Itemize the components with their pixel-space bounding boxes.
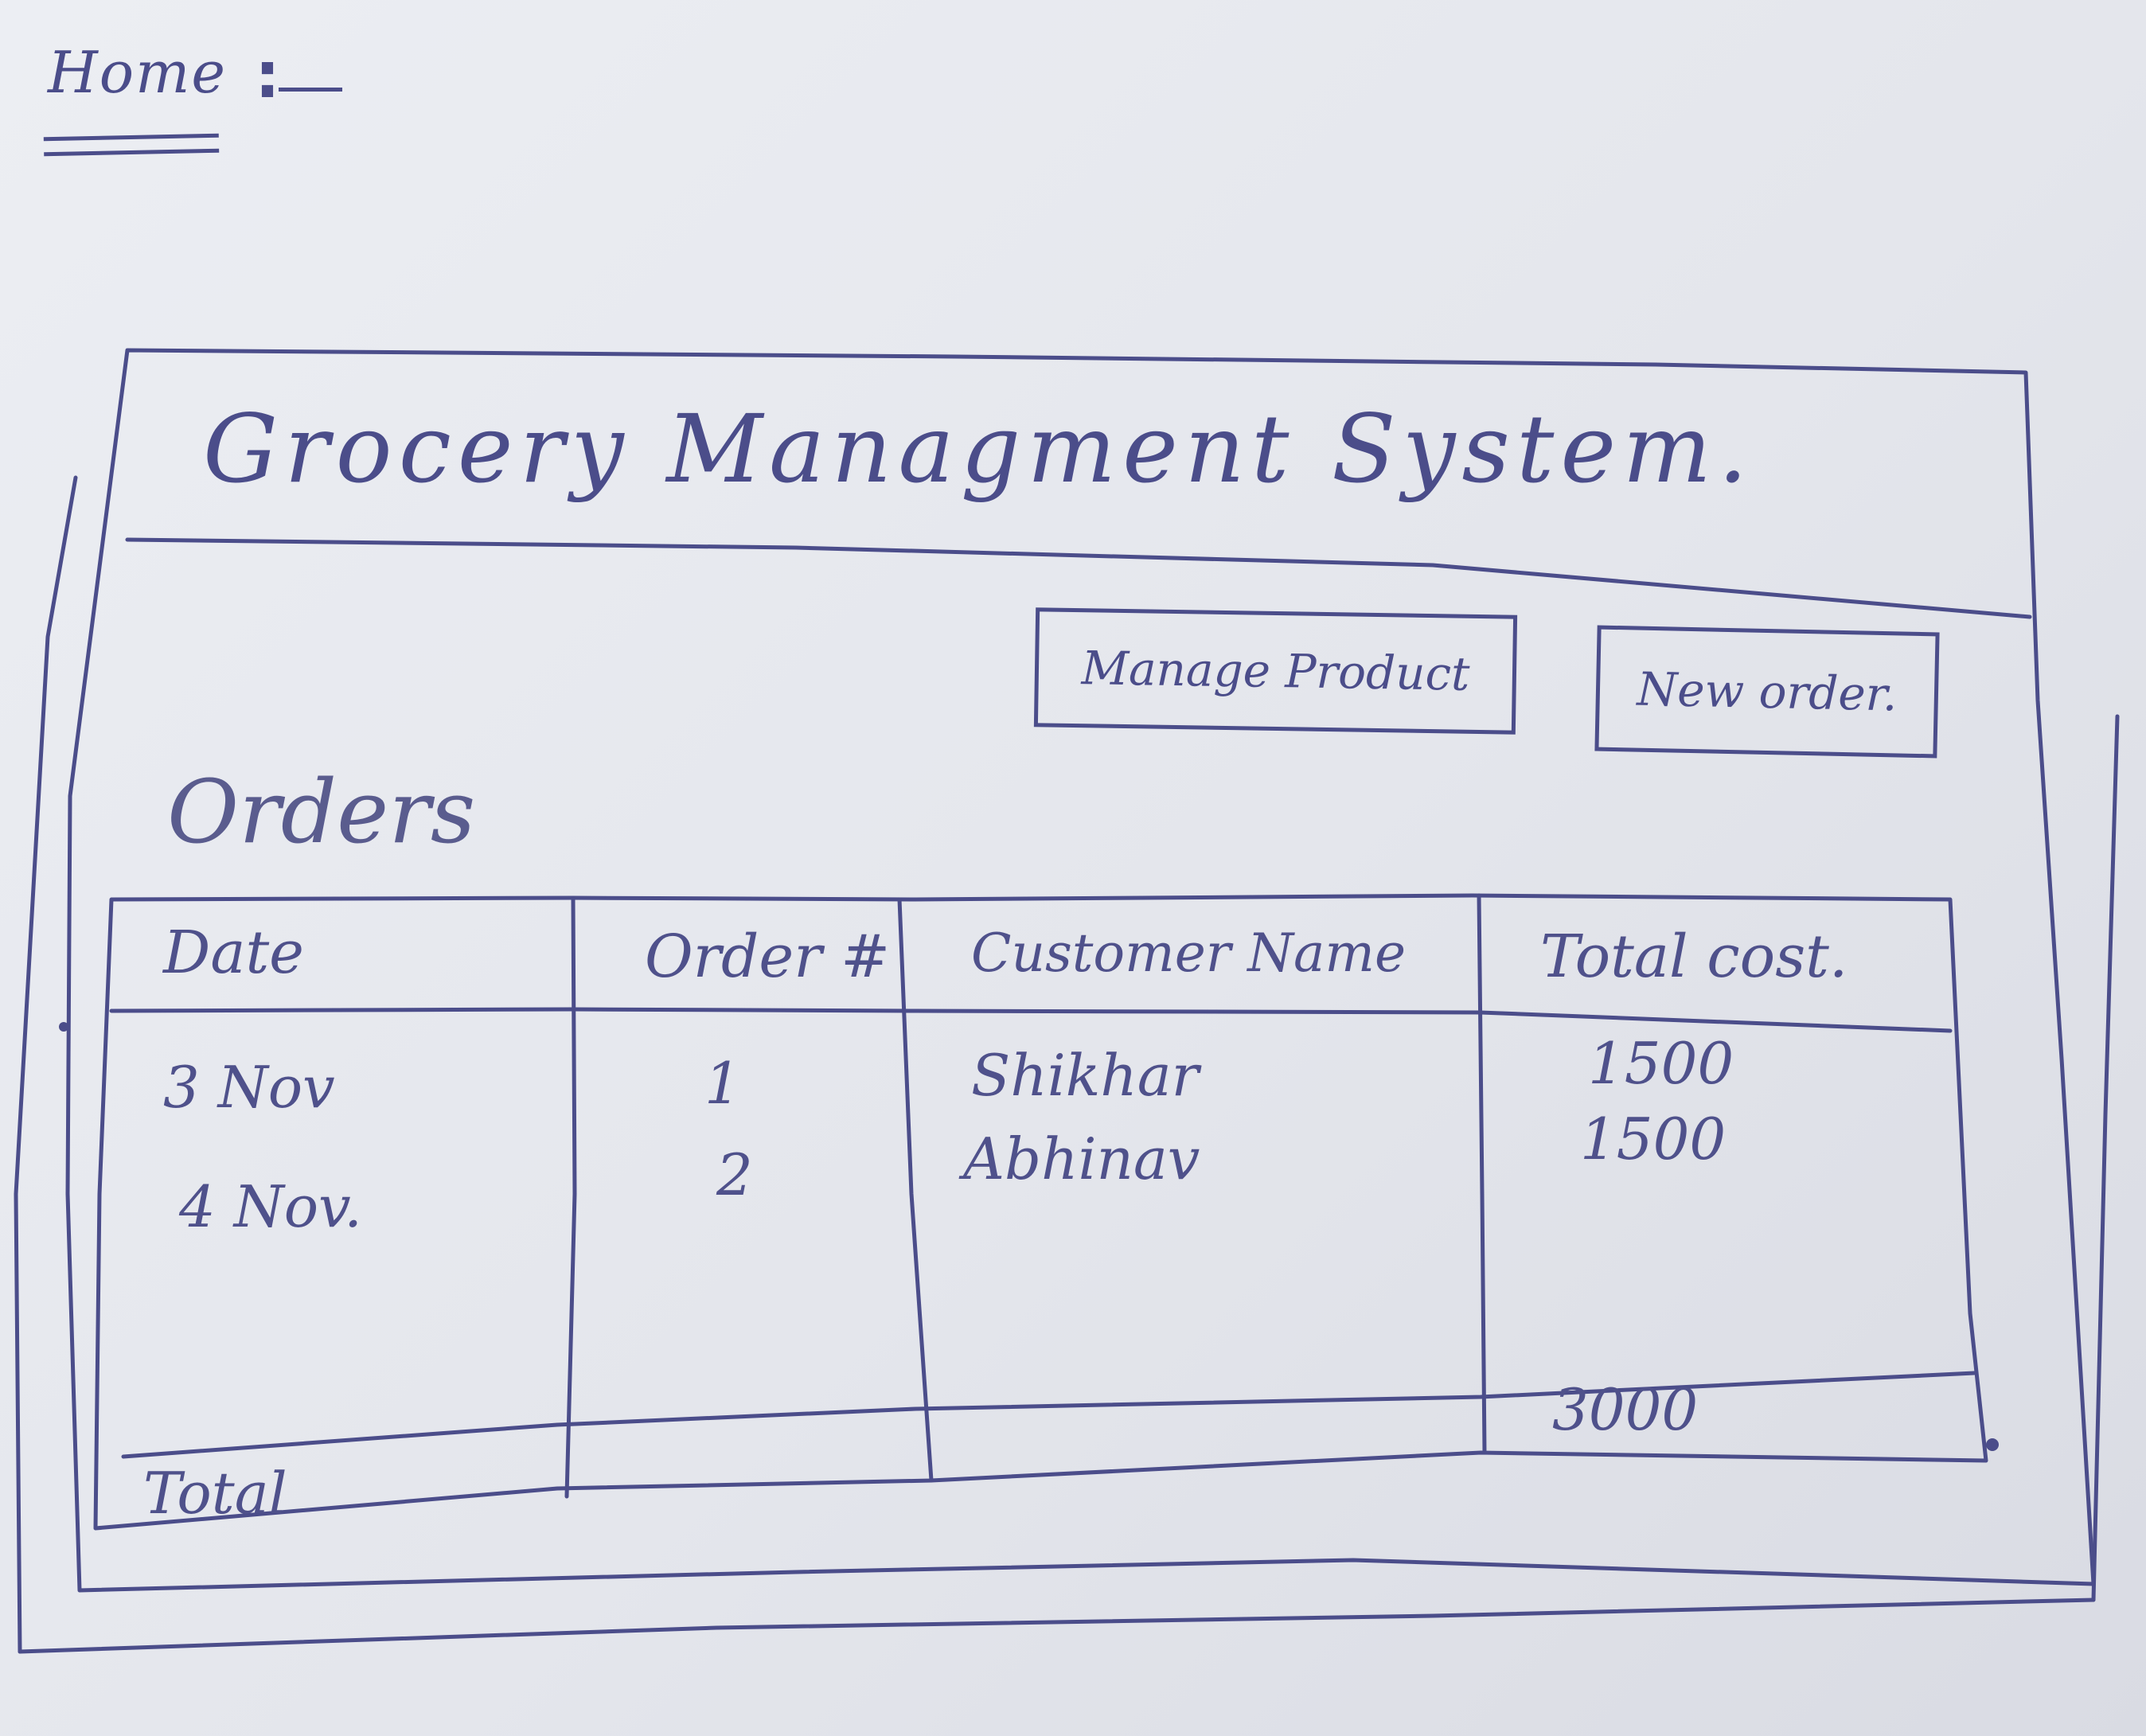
orders-table-header-divider: [111, 1009, 1950, 1031]
table-cell-date: 3 Nov: [163, 1054, 335, 1121]
table-cell-order-number: 2: [716, 1141, 753, 1208]
table-cell-date: 4 Nov.: [179, 1173, 363, 1240]
column-header-total-cost: Total cost.: [1540, 923, 1848, 991]
new-order-button[interactable]: New order.: [1594, 626, 1939, 759]
orders-heading: Orders: [167, 761, 476, 863]
totals-value: 3000: [1552, 1376, 1699, 1443]
page-title-colon: :: [255, 38, 280, 112]
table-cell-customer: Shikhar: [971, 1042, 1200, 1109]
manage-product-button[interactable]: Manage Product: [1034, 607, 1517, 734]
page-title: Home: [48, 39, 228, 106]
totals-label: Total: [143, 1460, 287, 1527]
table-cell-customer: Abhinav: [963, 1125, 1200, 1192]
app-title: Grocery Managment System.: [203, 394, 1754, 504]
table-cell-order-number: 1: [704, 1050, 741, 1117]
page-outline: [20, 1600, 2093, 1652]
header-divider: [127, 540, 2030, 617]
column-divider-1: [567, 898, 575, 1496]
column-divider-2: [899, 899, 931, 1480]
column-header-customer-name: Customer Name: [971, 923, 1407, 984]
column-divider-3: [1479, 895, 1485, 1453]
column-header-order-number: Order #: [645, 923, 891, 991]
table-cell-total: 1500: [1588, 1030, 1734, 1097]
table-cell-total: 1500: [1580, 1106, 1727, 1172]
column-header-date: Date: [163, 919, 304, 987]
